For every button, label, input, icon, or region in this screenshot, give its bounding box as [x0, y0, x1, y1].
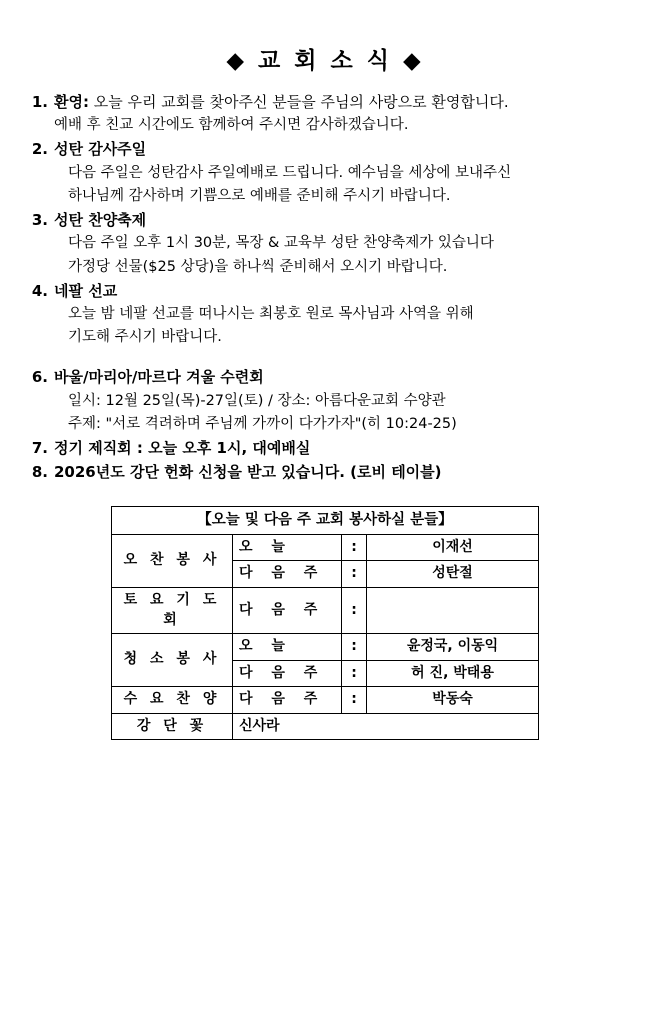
notice-line: 다음 주일 오후 1시 30분, 목장 & 교육부 성탄 찬양축제가 있습니다 — [68, 235, 494, 252]
service-role-label: 오 찬 봉 사 — [112, 534, 233, 587]
table-row — [112, 687, 539, 714]
notice-body — [54, 209, 622, 279]
notice-item — [28, 280, 622, 350]
notice-item — [28, 209, 622, 279]
notice-heading — [54, 280, 622, 303]
service-person-name: 윤정국, 이동익 — [367, 634, 539, 661]
service-when: 다 음 주 — [233, 587, 342, 633]
notice-number: 7. — [31, 438, 48, 457]
notice-line: 하나님께 감사하며 기쁨으로 예배를 준비해 주시기 바랍니다. — [68, 187, 451, 204]
service-colon: : — [342, 534, 367, 561]
notice-number: 6. — [31, 368, 48, 387]
notice-heading-text: 바울/마리아/마르다 겨울 수련회 — [54, 368, 264, 387]
page-title: ◆ 교 회 소 식 ◆ — [226, 48, 424, 74]
notice-heading — [54, 138, 622, 161]
notice-number: 4. — [31, 281, 48, 300]
service-table — [111, 506, 539, 740]
notice-heading-tail: 오늘 우리 교회를 찾아주신 분들을 주님의 사랑으로 환영합니다. — [88, 93, 509, 111]
table-row — [112, 587, 539, 633]
notice-line: 예배 후 친교 시간에도 함께하여 주시면 감사하겠습니다. — [54, 117, 409, 134]
notice-number: 1. — [31, 93, 48, 111]
notice-item — [28, 437, 622, 460]
notice-body — [54, 366, 622, 436]
notice-number: 2. — [31, 140, 48, 159]
section-spacer — [28, 350, 622, 366]
notice-heading-text: 성탄 찬양축제 — [54, 211, 147, 230]
service-role-label: 청 소 봉 사 — [112, 634, 233, 687]
notice-item — [28, 461, 622, 484]
table-row — [112, 713, 539, 740]
notice-heading — [54, 209, 622, 232]
service-role-label: 강 단 꽃 — [112, 713, 233, 740]
notice-heading — [54, 91, 622, 114]
service-person-name: 성탄절 — [367, 561, 539, 588]
notice-heading — [54, 366, 622, 389]
notice-line: 일시: 12월 25일(목)-27일(토) / 장소: 아름다운교회 수양관 — [68, 392, 446, 409]
notice-text: 2026년도 강단 헌화 신청을 받고 있습니다. (로비 테이블) — [54, 463, 442, 482]
service-colon: : — [342, 561, 367, 588]
service-person-name: 박동숙 — [367, 687, 539, 714]
notice-list — [28, 91, 622, 436]
service-colon: : — [342, 587, 367, 633]
plain-item-list — [28, 437, 622, 485]
service-person-name: 신사라 — [233, 713, 539, 740]
service-colon: : — [342, 634, 367, 661]
notice-item — [28, 138, 622, 208]
notice-body — [54, 138, 622, 208]
notice-line: 기도해 주시기 바랍니다. — [68, 329, 222, 346]
table-caption: 【오늘 및 다음 주 교회 봉사하실 분들】 — [112, 507, 539, 534]
service-table-body — [112, 507, 539, 740]
service-when: 다 음 주 — [233, 660, 342, 687]
table-row — [112, 534, 539, 561]
table-row — [112, 634, 539, 661]
service-colon: : — [342, 687, 367, 714]
notice-heading-text: 환영: — [54, 93, 89, 111]
service-when: 다 음 주 — [233, 687, 342, 714]
notice-item — [28, 366, 622, 436]
notice-body — [54, 91, 622, 137]
notice-line: 오늘 밤 네팔 선교를 떠나시는 최봉호 원로 목사님과 사역을 위해 — [68, 305, 474, 322]
service-person-name — [367, 587, 539, 633]
notice-number: 8. — [31, 463, 48, 482]
notice-item — [28, 91, 622, 137]
service-person-name: 허 진, 박태용 — [367, 660, 539, 687]
service-table-wrap — [28, 506, 622, 740]
notice-line: 다음 주일은 성탄감사 주일예배로 드립니다. 예수님을 세상에 보내주신 — [68, 164, 512, 181]
notice-line: 가정당 선물($25 상당)을 하나씩 준비해서 오시기 바랍니다. — [68, 258, 448, 275]
service-when: 오 늘 — [233, 634, 342, 661]
notice-body — [54, 280, 622, 350]
notice-line: 주제: "서로 격려하며 주님께 가까이 다가가자"(히 10:24-25) — [68, 415, 457, 432]
service-role-label: 수 요 찬 양 — [112, 687, 233, 714]
service-person-name: 이재선 — [367, 534, 539, 561]
table-caption-row — [112, 507, 539, 534]
notice-heading-text: 성탄 감사주일 — [54, 140, 147, 159]
notice-text: 정기 제직회 : 오늘 오후 1시, 대예배실 — [54, 438, 311, 457]
notice-number: 3. — [31, 211, 48, 230]
service-when: 다 음 주 — [233, 561, 342, 588]
service-colon: : — [342, 660, 367, 687]
notice-heading-text: 네팔 선교 — [54, 281, 118, 300]
service-role-label: 토 요 기 도 회 — [112, 587, 233, 633]
service-when: 오 늘 — [233, 534, 342, 561]
